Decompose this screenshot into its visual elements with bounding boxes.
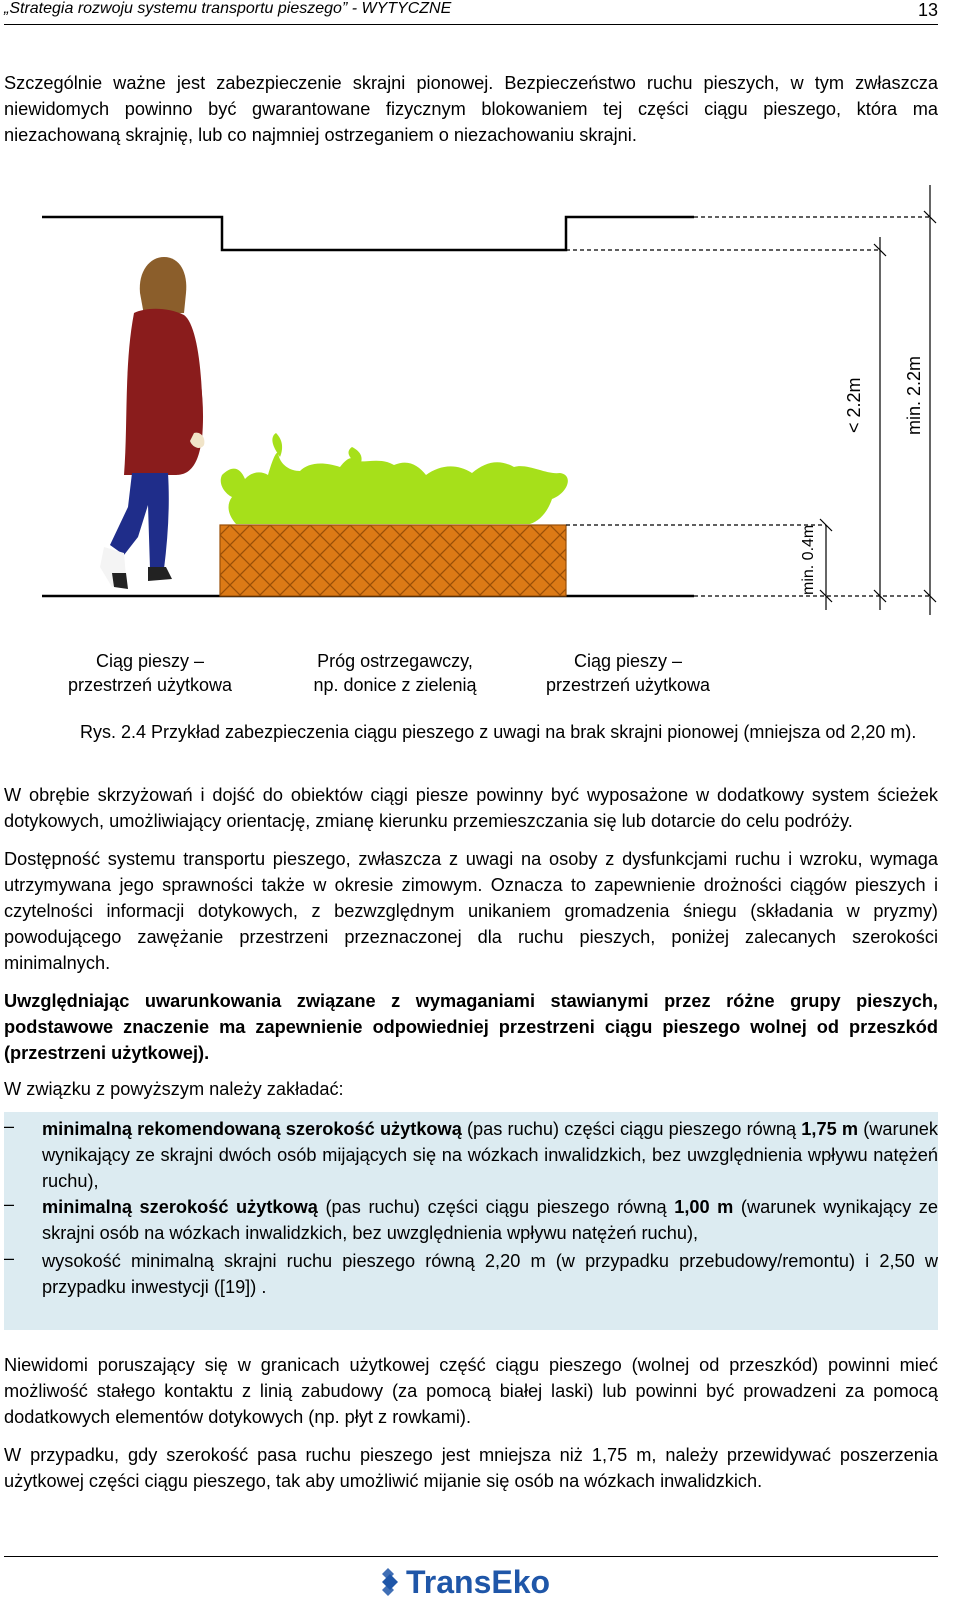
plants — [221, 453, 568, 524]
footer-divider — [4, 1556, 938, 1557]
planter-box — [220, 525, 566, 596]
figure-label-middle: Próg ostrzegawczy, np. donice z zielenią — [313, 651, 477, 695]
paragraph-blind-guidance: Niewidomi poruszający się w granicach użytkowej część ciągu pieszego (wolnej od przeszkód) powinni mieć możliwość stałego kontaktu z linią zabudowy (za pomocą białej laski) lub powinni być prowadzeni za pomocą dodatkowych elementów dotykowych (np. płyt z rowkami). — [4, 1355, 938, 1427]
page-number: 13 — [917, 0, 938, 20]
dim-label-min-0-4: min. 0.4m — [800, 524, 817, 595]
transeko-logo — [380, 1562, 580, 1600]
list-dash: – — [4, 1116, 15, 1136]
paragraph-winter-maintenance: Dostępność systemu transportu pieszego, zwłaszcza z uwagi na osoby z dysfunkcjami ruchu i wzroku, wymaga utrzymywana jego sprawności także w okresie zimowym. Oznacza to zapewnienie drożności ciągów pieszych i czytelności informacji dotykowych, z bezwzględnym unikaniem gromadzenia śniegu (składania w pryzmy) powodującego zawężanie przestrzeni przeznaczonej dla ruchu pieszych, poniżej zalecanych szerokości minimalnych. — [4, 849, 938, 973]
paragraph-vertical-clearance: Szczególnie ważne jest zabezpieczenie skrajni pionowej. Bezpieczeństwo ruchu pieszych, w tym zwłaszcza niewidomych powinno być gwarantowane fizycznym blokowaniem tej części ciągu pieszego, która ma niezachowaną skrajnię, lub co najmniej ostrzeganiem o niezachowaniu skrajni. — [4, 73, 938, 145]
figure-label-left: Ciąg pieszy – przestrzeń użytkowa — [67, 651, 233, 695]
clearance-diagram-svg — [0, 175, 960, 635]
paragraph-usable-space: Uwzględniając uwarunkowania związane z wymaganiami stawianymi przez różne grupy pieszych, podstawowe znaczenie ma zapewnienie odpowiedniej przestrzeni ciągu pieszego wolnej od przeszkód (przestrzeni użytkowej). — [4, 991, 938, 1063]
figure-caption: Rys. 2.4 Przykład zabezpieczenia ciągu pieszego z uwagi na brak skrajni pionowej (mniejsza od 2,20 m). — [80, 722, 917, 742]
paragraph-widening: W przypadku, gdy szerokość pasa ruchu pieszego jest mniejsza niż 1,75 m, należy przewidywać poszerzenia użytkowej części ciągu pieszego, tak aby umożliwić mijanie się osób na wózkach inwalidzkich. — [4, 1445, 938, 1491]
list-item-recommended-width: minimalną rekomendowaną szerokość użytkową (pas ruchu) części ciągu pieszego równą 1,75 m (warunek wynikający ze skrajni dwóch osób mijających się na wózkach inwalidzkich, bez uwzględnienia wpływu natężeń ruchu), — [42, 1119, 939, 1191]
figure-label-right: Ciąg pieszy – przestrzeń użytkowa — [545, 651, 711, 695]
document-title: „Strategia rozwoju systemu transportu pieszego” - WYTYCZNE — [4, 0, 452, 17]
svg-text:TransEko: TransEko — [406, 1564, 551, 1600]
page-header — [4, 0, 938, 25]
dim-label-min-2-2: min. 2.2m — [904, 355, 924, 435]
ceiling-line — [42, 217, 694, 250]
pedestrian-figure — [100, 257, 204, 589]
paragraph-assumptions-intro: W związku z powyższym należy zakładać: — [4, 1079, 344, 1099]
logo-mark-icon — [380, 1562, 580, 1600]
figure-clearance-diagram — [0, 175, 960, 635]
list-dash: – — [4, 1248, 15, 1268]
dim-label-lt-2-2: < 2.2m — [844, 377, 864, 433]
list-item-minimum-width: minimalną szerokość użytkową (pas ruchu) części ciągu pieszego równą 1,00 m (warunek wynikający ze skrajni osób na wózkach inwalidzkich, bez uwzględnienia wpływu natężeń ruchu), — [42, 1197, 938, 1243]
list-item-minimum-height: wysokość minimalną skrajni ruchu pieszego równą 2,20 m (w przypadku przebudowy/remontu) i 2,50 w przypadku inwestycji ([19]) . — [42, 1251, 938, 1297]
paragraph-tactile-paths: W obrębie skrzyżowań i dojść do obiektów ciągi piesze powinny być wyposażone w dodatkowy system ścieżek dotykowych, umożliwiający orientację, zmianę kierunku przemieszczania się lub dotarcie do celu podróży. — [4, 785, 938, 831]
list-dash: – — [4, 1194, 15, 1214]
requirements-list — [4, 1112, 938, 1330]
